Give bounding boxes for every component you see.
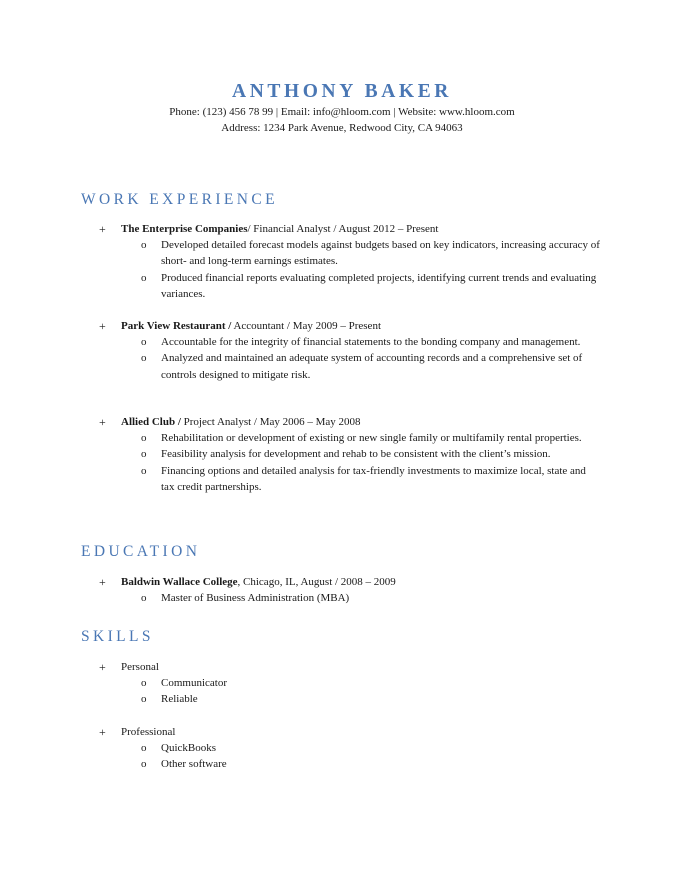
- contact-info: [0, 104, 684, 136]
- circle-bullet-icon: o: [141, 271, 147, 284]
- work-experience-heading: WORK EXPERIENCE: [81, 191, 278, 208]
- education-line: [121, 574, 684, 590]
- circle-bullet-icon: o: [141, 432, 147, 444]
- job-bullets: [0, 334, 684, 383]
- list-item: [0, 446, 684, 462]
- circle-bullet-icon: o: [141, 352, 147, 365]
- skills-group-personal: [0, 659, 684, 708]
- skills-group-label: Professional: [121, 726, 176, 738]
- job-details: Project Analyst / May 2006 – May 2008: [180, 416, 361, 428]
- circle-bullet-icon: o: [141, 758, 147, 771]
- list-item: [0, 590, 684, 606]
- bullet-text: Financing options and detailed analysis for tax-friendly investments to maximize local, state and tax credit partnerships.: [161, 464, 586, 494]
- contact-line-1: Phone: (123) 456 78 99 | Email: info@hloom.com | Website: www.hloom.com: [169, 106, 515, 118]
- list-item: [0, 756, 684, 772]
- job-bullets: [0, 430, 684, 496]
- plus-bullet-icon: +: [99, 725, 106, 739]
- candidate-name: ANTHONY BAKER: [232, 81, 452, 102]
- skills-list: [0, 740, 684, 773]
- circle-bullet-icon: o: [141, 742, 147, 754]
- job-details: / Financial Analyst / August 2012 – Present: [247, 223, 439, 235]
- list-item: [0, 237, 684, 270]
- employer-name: The Enterprise Companies: [121, 223, 248, 235]
- education-header: [0, 574, 684, 590]
- skills-group-header: [0, 724, 684, 740]
- plus-bullet-icon: +: [99, 660, 106, 674]
- skill-text: Communicator: [161, 677, 227, 689]
- education-details: , Chicago, IL, August / 2008 – 2009: [237, 576, 396, 588]
- plus-bullet-icon: +: [99, 319, 106, 333]
- job-entry-3: [0, 414, 684, 496]
- bullet-text: Produced financial reports evaluating completed projects, identifying current trends and evaluating variances.: [161, 271, 597, 301]
- list-item: [0, 691, 684, 707]
- education-entry: [0, 574, 684, 606]
- skill-text: Other software: [161, 758, 227, 771]
- job-bullets: [0, 237, 684, 303]
- resume-header: [0, 80, 684, 136]
- bullet-text: Master of Business Administration (MBA): [161, 592, 350, 604]
- plus-bullet-icon: +: [99, 415, 106, 429]
- circle-bullet-icon: o: [141, 239, 147, 251]
- job-title-line: [121, 318, 684, 334]
- education-heading: EDUCATION: [81, 543, 201, 560]
- bullet-text: Feasibility analysis for development and rehab to be consistent with the client’s mission.: [161, 448, 551, 461]
- education-bullets: [0, 590, 684, 606]
- skills-list: [0, 675, 684, 708]
- bullet-text: Accountable for the integrity of financial statements to the bonding company and management.: [161, 336, 581, 348]
- job-entry-2: [0, 318, 684, 383]
- skills-group-header: [0, 659, 684, 675]
- bullet-text: Developed detailed forecast models against budgets based on key indicators, increasing accuracy of short- and long-term earnings estimates.: [161, 239, 600, 268]
- bullet-text: Analyzed and maintained an adequate system of accounting records and a comprehensive set of controls designed to mitigate risk.: [161, 352, 583, 381]
- job-header: [0, 221, 684, 237]
- skills-group-label: Personal: [121, 661, 159, 673]
- plus-bullet-icon: +: [99, 222, 106, 236]
- list-item: [0, 350, 684, 383]
- school-name: Baldwin Wallace College: [121, 576, 238, 588]
- circle-bullet-icon: o: [141, 336, 147, 348]
- list-item: [0, 463, 684, 496]
- list-item: [0, 334, 684, 350]
- job-details: Accountant / May 2009 – Present: [231, 320, 381, 332]
- plus-bullet-icon: +: [99, 575, 106, 589]
- list-item: [0, 270, 684, 303]
- job-title-line: [121, 221, 684, 237]
- circle-bullet-icon: o: [141, 464, 147, 477]
- skills-group-professional: [0, 724, 684, 773]
- job-header: [0, 414, 684, 430]
- employer-name: Park View Restaurant /: [121, 320, 232, 332]
- circle-bullet-icon: o: [141, 693, 147, 706]
- skills-heading: SKILLS: [81, 628, 154, 645]
- bullet-text: Rehabilitation or development of existing or new single family or multifamily rental properties.: [161, 432, 582, 444]
- circle-bullet-icon: o: [141, 677, 147, 689]
- skill-text: Reliable: [161, 693, 198, 706]
- employer-name: Allied Club /: [121, 416, 181, 428]
- address-line: Address: 1234 Park Avenue, Redwood City, CA 94063: [221, 122, 463, 134]
- skill-text: QuickBooks: [161, 742, 216, 754]
- list-item: [0, 740, 684, 756]
- job-title-line: [121, 414, 684, 430]
- list-item: [0, 430, 684, 446]
- list-item: [0, 675, 684, 691]
- circle-bullet-icon: o: [141, 448, 147, 461]
- job-entry-1: [0, 221, 684, 303]
- circle-bullet-icon: o: [141, 592, 147, 604]
- job-header: [0, 318, 684, 334]
